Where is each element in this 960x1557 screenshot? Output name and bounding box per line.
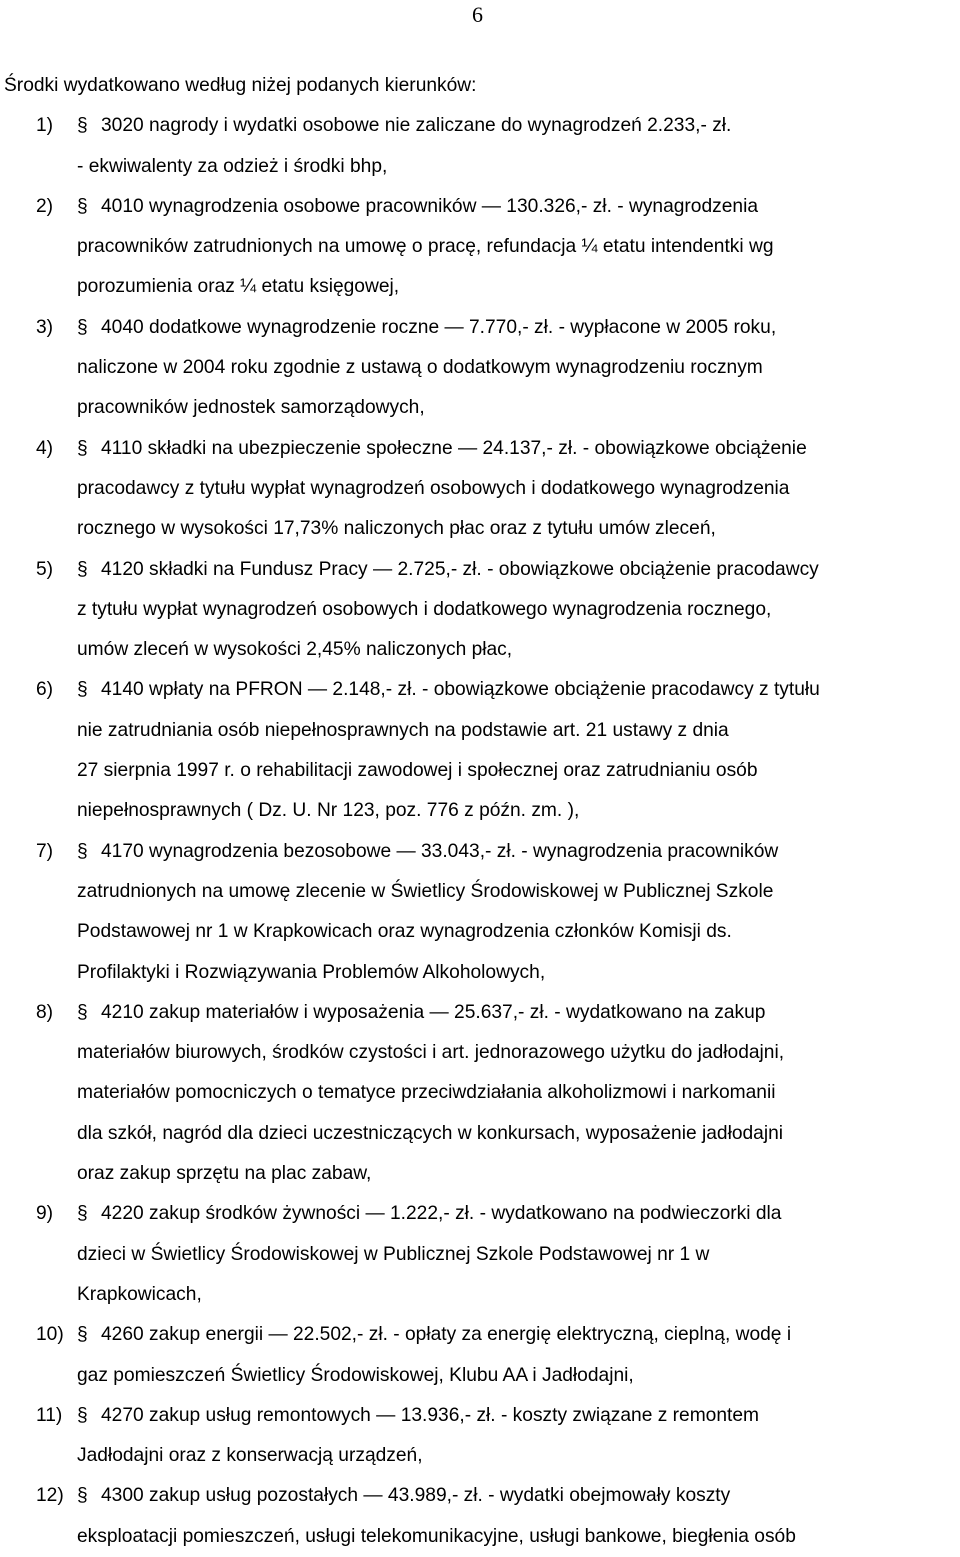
item-number: 1) — [36, 115, 54, 137]
item-text: umów zleceń w wysokości 2,45% naliczonych płac, — [77, 639, 513, 661]
item-text: materiałów biurowych, środków czystości i art. jednorazowego użytku do jadłodajni, — [77, 1042, 785, 1064]
item-first-line — [0, 993, 960, 1033]
item-text: nie zatrudniania osób niepełnosprawnych na podstawie art. 21 ustawy z dnia — [77, 719, 729, 741]
section-symbol-icon: § — [77, 1404, 88, 1426]
item-text: 4270 zakup usług remontowych — 13.936,- zł. - koszty związane z remontem — [101, 1404, 760, 1426]
item-continuation-line — [0, 1356, 960, 1396]
section-symbol-icon: § — [77, 840, 88, 862]
section-symbol-icon: § — [77, 1485, 88, 1507]
item-number: 6) — [36, 679, 54, 701]
item-text: oraz zakup sprzętu na plac zabaw, — [77, 1163, 372, 1185]
item-text: porozumienia oraz ¼ etatu księgowej, — [77, 276, 400, 298]
section-symbol-icon: § — [77, 1001, 88, 1023]
item-continuation-line — [0, 1517, 960, 1557]
item-text: 4300 zakup usług pozostałych — 43.989,- zł. - wydatki obejmowały koszty — [101, 1485, 731, 1507]
item-text: 3020 nagrody i wydatki osobowe nie zaliczane do wynagrodzeń 2.233,- zł. — [101, 115, 732, 137]
item-number: 9) — [36, 1203, 54, 1225]
item-first-line — [0, 832, 960, 872]
item-continuation-line — [0, 469, 960, 509]
page-number: 6 — [472, 2, 483, 27]
item-continuation-line — [0, 711, 960, 751]
item-continuation-line — [0, 509, 960, 549]
item-text: pracodawcy z tytułu wypłat wynagrodzeń osobowych i dodatkowego wynagrodzenia — [77, 477, 790, 499]
document-body — [0, 66, 960, 1557]
item-text: 4260 zakup energii — 22.502,- zł. - opłaty za energię elektryczną, cieplną, wodę i — [101, 1324, 792, 1346]
item-text: 4040 dodatkowe wynagrodzenie roczne — 7.770,- zł. - wypłacone w 2005 roku, — [101, 316, 777, 338]
item-number: 2) — [36, 195, 54, 217]
item-first-line — [0, 106, 960, 146]
item-text: 4140 wpłaty na PFRON — 2.148,- zł. - obowiązkowe obciążenie pracodawcy z tytułu — [101, 679, 820, 701]
item-continuation-line — [0, 388, 960, 428]
item-continuation-line — [0, 1073, 960, 1113]
item-text: 4170 wynagrodzenia bezosobowe — 33.043,- zł. - wynagrodzenia pracowników — [101, 840, 779, 862]
item-continuation-line — [0, 872, 960, 912]
item-text: dla szkół, nagród dla dzieci uczestniczących w konkursach, wyposażenie jadłodajni — [77, 1122, 784, 1144]
item-continuation-line — [0, 1154, 960, 1194]
item-first-line — [0, 1396, 960, 1436]
list-item — [0, 1476, 960, 1557]
item-continuation-line — [0, 953, 960, 993]
item-continuation-line — [0, 912, 960, 952]
item-continuation-line — [0, 590, 960, 630]
section-symbol-icon: § — [77, 1203, 88, 1225]
list-item — [0, 106, 960, 187]
item-continuation-line — [0, 1033, 960, 1073]
item-number: 8) — [36, 1001, 54, 1023]
item-number: 12) — [36, 1485, 64, 1507]
section-symbol-icon: § — [77, 316, 88, 338]
item-continuation-line — [0, 147, 960, 187]
item-text: dzieci w Świetlicy Środowiskowej w Publicznej Szkole Podstawowej nr 1 w — [77, 1243, 710, 1265]
item-number: 10) — [36, 1324, 64, 1346]
item-text: 4010 wynagrodzenia osobowe pracowników — 130.326,- zł. - wynagrodzenia — [101, 195, 759, 217]
item-text: eksploatacji pomieszczeń, usługi telekomunikacyjne, usługi bankowe, biegłenia osób — [77, 1525, 796, 1547]
item-text: 4220 zakup środków żywności — 1.222,- zł. - wydatkowano na podwieczorki dla — [101, 1203, 782, 1225]
item-text: 4110 składki na ubezpieczenie społeczne — 24.137,- zł. - obowiązkowe obciążenie — [101, 437, 807, 459]
section-symbol-icon: § — [77, 195, 88, 217]
item-text: 27 sierpnia 1997 r. o rehabilitacji zawodowej i społecznej oraz zatrudnianiu osób — [77, 760, 758, 782]
item-first-line — [0, 550, 960, 590]
item-continuation-line — [0, 630, 960, 670]
section-symbol-icon: § — [77, 1324, 88, 1346]
item-text: zatrudnionych na umowę zlecenie w Świetlicy Środowiskowej w Publicznej Szkole — [77, 880, 774, 902]
item-first-line — [0, 429, 960, 469]
item-text: materiałów pomocniczych o tematyce przeciwdziałania alkoholizmowi i narkomanii — [77, 1082, 776, 1104]
item-continuation-line — [0, 1275, 960, 1315]
item-continuation-line — [0, 227, 960, 267]
item-first-line — [0, 670, 960, 710]
section-symbol-icon: § — [77, 115, 88, 137]
list-item — [0, 1194, 960, 1315]
item-text: z tytułu wypłat wynagrodzeń osobowych i dodatkowego wynagrodzenia rocznego, — [77, 598, 772, 620]
list-item — [0, 993, 960, 1194]
section-symbol-icon: § — [77, 679, 88, 701]
item-continuation-line — [0, 1436, 960, 1476]
item-text: - ekwiwalenty za odzież i środki bhp, — [77, 155, 388, 177]
item-text: Profilaktyki i Rozwiązywania Problemów Alkoholowych, — [77, 961, 546, 983]
expense-list — [0, 106, 960, 1557]
item-first-line — [0, 1476, 960, 1516]
section-symbol-icon: § — [77, 437, 88, 459]
item-number: 11) — [36, 1404, 63, 1426]
item-continuation-line — [0, 751, 960, 791]
list-item — [0, 670, 960, 831]
list-item — [0, 308, 960, 429]
item-continuation-line — [0, 267, 960, 307]
item-continuation-line — [0, 791, 960, 831]
item-text: Krapkowicach, — [77, 1283, 202, 1305]
item-continuation-line — [0, 348, 960, 388]
item-first-line — [0, 1194, 960, 1234]
list-item — [0, 1396, 960, 1477]
item-text: naliczone w 2004 roku zgodnie z ustawą o dodatkowym wynagrodzeniu rocznym — [77, 357, 763, 379]
list-item — [0, 550, 960, 671]
list-item — [0, 187, 960, 308]
list-item — [0, 832, 960, 993]
item-text: rocznego w wysokości 17,73% naliczonych płac oraz z tytułu umów zleceń, — [77, 518, 716, 540]
item-text: 4120 składki na Fundusz Pracy — 2.725,- zł. - obowiązkowe obciążenie pracodawcy — [101, 558, 819, 580]
item-continuation-line — [0, 1114, 960, 1154]
list-item — [0, 429, 960, 550]
item-first-line — [0, 308, 960, 348]
list-item — [0, 1315, 960, 1396]
intro-text: Środki wydatkowano według niżej podanych kierunków: — [4, 75, 477, 96]
item-first-line — [0, 1315, 960, 1355]
item-number: 7) — [36, 840, 54, 862]
item-text: pracowników jednostek samorządowych, — [77, 397, 425, 419]
section-symbol-icon: § — [77, 558, 88, 580]
item-number: 3) — [36, 316, 54, 338]
item-continuation-line — [0, 1235, 960, 1275]
item-text: 4210 zakup materiałów i wyposażenia — 25.637,- zł. - wydatkowano na zakup — [101, 1001, 766, 1023]
item-text: niepełnosprawnych ( Dz. U. Nr 123, poz. 776 z późn. zm. ), — [77, 800, 580, 822]
item-number: 5) — [36, 558, 54, 580]
item-text: gaz pomieszczeń Świetlicy Środowiskowej, Klubu AA i Jadłodajni, — [77, 1364, 634, 1386]
item-text: Jadłodajni oraz z konserwacją urządzeń, — [77, 1445, 423, 1467]
item-first-line — [0, 187, 960, 227]
item-text: pracowników zatrudnionych na umowę o pracę, refundacja ¼ etatu intendentki wg — [77, 236, 774, 258]
item-number: 4) — [36, 437, 54, 459]
item-text: Podstawowej nr 1 w Krapkowicach oraz wynagrodzenia członków Komisji ds. — [77, 921, 732, 943]
